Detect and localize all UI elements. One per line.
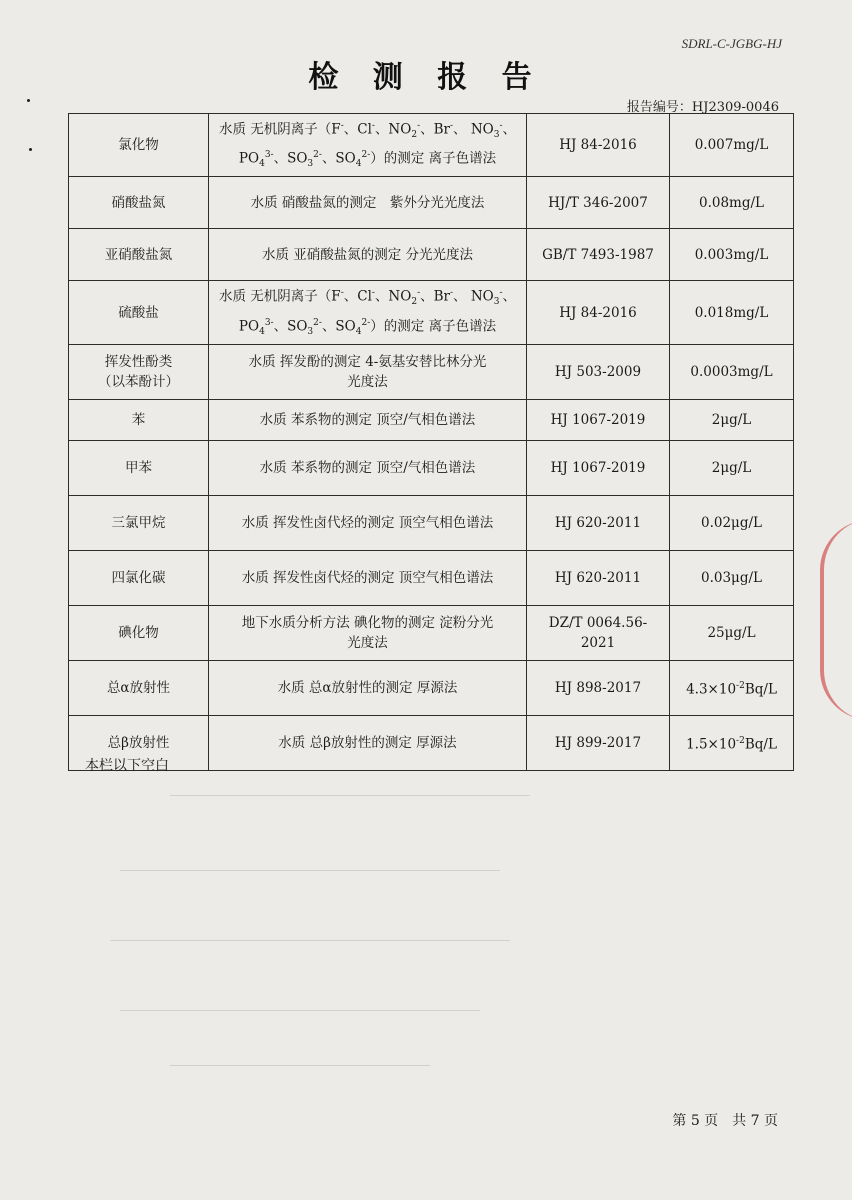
faint-line (110, 940, 510, 941)
detection-limit-cell: 25μg/L (670, 605, 794, 660)
faint-line (170, 795, 530, 796)
blank-below-note: 本栏以下空白 (85, 758, 169, 774)
report-number: 报告编号：HJ2309-0046 (626, 100, 779, 115)
detection-limit-cell: 0.007mg/L (670, 114, 794, 177)
test-method-cell: 地下水质分析方法 碘化物的测定 淀粉分光 光度法 (209, 605, 527, 660)
test-method-cell: 水质 硝酸盐氮的测定 紫外分光光度法 (209, 177, 527, 229)
table-row (69, 281, 794, 344)
faint-line (120, 870, 500, 871)
test-method-cell: 水质 挥发性卤代烃的测定 顶空气相色谱法 (209, 495, 527, 550)
method-standard-cell: HJ 503-2009 (527, 344, 670, 399)
test-item-cell: 氯化物 (69, 114, 209, 177)
document-code: SDRL-C-JGBG-HJ (681, 36, 782, 51)
scan-speck (27, 99, 30, 102)
method-standard-cell: DZ/T 0064.56-2021 (527, 605, 670, 660)
method-standard-cell: GB/T 7493-1987 (527, 229, 670, 281)
test-method-cell: 水质 挥发酚的测定 4-氨基安替比林分光 光度法 (209, 344, 527, 399)
test-item-cell: 硫酸盐 (69, 281, 209, 344)
test-method-cell: 水质 挥发性卤代烃的测定 顶空气相色谱法 (209, 550, 527, 605)
table-row (69, 114, 794, 177)
test-item-cell: 挥发性酚类 （以苯酚计） (69, 344, 209, 399)
detection-limit-cell: 0.003mg/L (670, 229, 794, 281)
scan-speck (29, 148, 32, 151)
table-row (69, 177, 794, 229)
test-method-cell: 水质 亚硝酸盐氮的测定 分光光度法 (209, 229, 527, 281)
method-standard-cell: HJ 898-2017 (527, 660, 670, 715)
page-title: 检 测 报 告 (308, 60, 544, 95)
detection-limit-cell: 0.03μg/L (670, 550, 794, 605)
table-row (69, 715, 794, 770)
faint-line (120, 1010, 480, 1011)
seal-stamp-edge (820, 520, 852, 720)
method-standard-cell: HJ 1067-2019 (527, 440, 670, 495)
table-row (69, 344, 794, 399)
table-row (69, 660, 794, 715)
test-item-cell: 总β放射性 (69, 715, 209, 770)
table-row (69, 229, 794, 281)
test-method-cell: 水质 苯系物的测定 顶空/气相色谱法 (209, 399, 527, 440)
test-method-cell: 水质 总α放射性的测定 厚源法 (209, 660, 527, 715)
test-item-cell: 总α放射性 (69, 660, 209, 715)
test-item-cell: 苯 (69, 399, 209, 440)
detection-limit-cell: 0.018mg/L (670, 281, 794, 344)
faint-line (170, 1065, 430, 1066)
test-item-cell: 亚硝酸盐氮 (69, 229, 209, 281)
detection-limit-cell: 2μg/L (670, 399, 794, 440)
method-standard-cell: HJ 899-2017 (527, 715, 670, 770)
test-item-cell: 三氯甲烷 (69, 495, 209, 550)
test-item-cell: 硝酸盐氮 (69, 177, 209, 229)
test-item-cell: 碘化物 (69, 605, 209, 660)
detection-limit-cell: 2μg/L (670, 440, 794, 495)
method-standard-cell: HJ 620-2011 (527, 495, 670, 550)
table-row (69, 495, 794, 550)
table-row (69, 399, 794, 440)
detection-limit-cell: $1.5\times 10^{-2}Bq/L$ (670, 715, 794, 770)
detection-limit-cell: $4.3\times 10^{-2}Bq/L$ (670, 660, 794, 715)
test-method-cell: 水质 无机阴离子（F-、Cl-、$NO_2^-$、Br-、 $NO_3^-$、$PO_4^{3-}$、$SO_3^{2-}$、$SO_4^{2-}$）的测定 离子色谱法 (209, 281, 527, 344)
method-standard-cell: HJ 620-2011 (527, 550, 670, 605)
detection-limit-cell: 0.0003mg/L (670, 344, 794, 399)
method-standard-cell: HJ 84-2016 (527, 281, 670, 344)
method-standard-cell: HJ 1067-2019 (527, 399, 670, 440)
test-method-cell: 水质 苯系物的测定 顶空/气相色谱法 (209, 440, 527, 495)
detection-limit-cell: 0.08mg/L (670, 177, 794, 229)
results-table (68, 113, 794, 771)
page-number: 第 5 页 共 7 页 (672, 1113, 778, 1129)
method-standard-cell: HJ 84-2016 (527, 114, 670, 177)
table-row (69, 550, 794, 605)
table-row (69, 440, 794, 495)
table-row (69, 605, 794, 660)
test-method-cell: 水质 无机阴离子（F-、Cl-、$NO_2^-$、Br-、 $NO_3^-$、$PO_4^{3-}$、$SO_3^{2-}$、$SO_4^{2-}$）的测定 离子色谱法 (209, 114, 527, 177)
test-item-cell: 甲苯 (69, 440, 209, 495)
test-method-cell: 水质 总β放射性的测定 厚源法 (209, 715, 527, 770)
detection-limit-cell: 0.02μg/L (670, 495, 794, 550)
method-standard-cell: HJ/T 346-2007 (527, 177, 670, 229)
test-item-cell: 四氯化碳 (69, 550, 209, 605)
